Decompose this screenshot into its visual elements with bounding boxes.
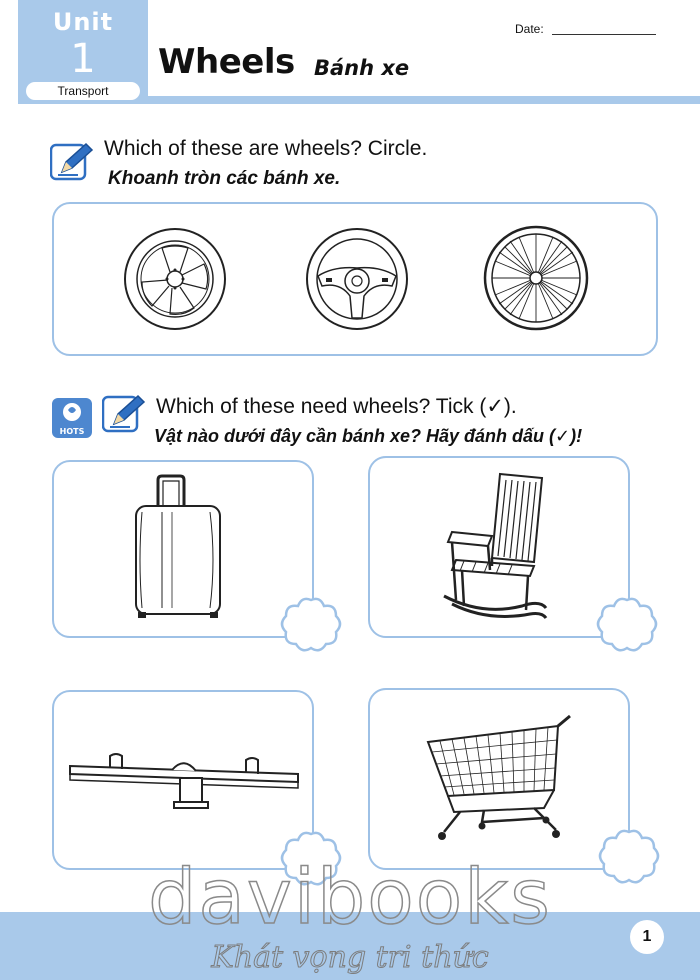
pencil-icon bbox=[50, 142, 94, 182]
instruction-1-vi: Khoanh tròn các bánh xe. bbox=[108, 168, 341, 189]
rocking-chair-image[interactable] bbox=[442, 470, 550, 622]
suitcase-image[interactable] bbox=[132, 472, 228, 622]
unit-number: 1 bbox=[70, 36, 96, 82]
steering-wheel-image[interactable] bbox=[304, 226, 410, 332]
unit-word: Unit bbox=[52, 8, 114, 36]
date-label: Date: bbox=[515, 22, 544, 36]
header-bar bbox=[148, 96, 700, 104]
brand-watermark: davibooks bbox=[148, 852, 552, 941]
hots-label: HOTS bbox=[59, 427, 85, 436]
shopping-cart-image[interactable] bbox=[424, 712, 572, 844]
pencil-icon bbox=[102, 394, 146, 434]
page-title-vi: Bánh xe bbox=[314, 56, 410, 80]
flower-tick-icon[interactable] bbox=[278, 594, 344, 654]
instruction-2-vi: Vật nào dưới đây cần bánh xe? Hãy đánh dấu (✓)! bbox=[154, 426, 583, 446]
page-title: Wheels bbox=[158, 42, 295, 82]
car-wheel-image[interactable] bbox=[122, 226, 228, 332]
slogan-watermark: Khát vọng tri thức bbox=[211, 940, 489, 975]
unit-topic: Transport bbox=[26, 82, 140, 100]
seesaw-image[interactable] bbox=[66, 750, 302, 810]
instruction-1-en: Which of these are wheels? Circle. bbox=[104, 137, 428, 160]
flower-tick-icon[interactable] bbox=[594, 594, 660, 654]
page-number: 1 bbox=[630, 920, 664, 954]
instruction-2-en: Which of these need wheels? Tick (✓). bbox=[156, 395, 517, 418]
bicycle-wheel-image[interactable] bbox=[482, 224, 590, 332]
unit-tab bbox=[18, 0, 148, 104]
hots-icon bbox=[50, 396, 94, 440]
date-field[interactable] bbox=[552, 34, 656, 35]
